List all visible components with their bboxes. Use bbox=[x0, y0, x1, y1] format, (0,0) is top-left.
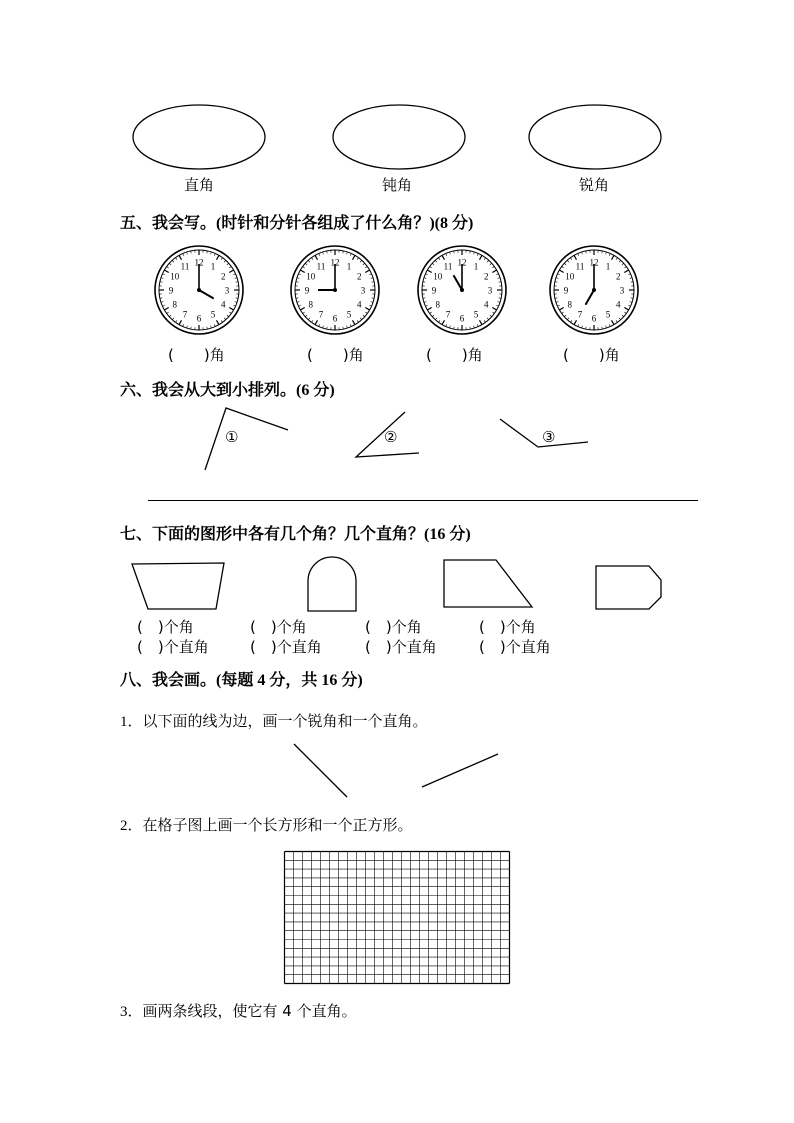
task-1-text: 以下面的线为边，画一个锐角和一个直角。 bbox=[142, 712, 428, 730]
clock-number: 8 bbox=[308, 299, 314, 310]
clock-number: 4 bbox=[220, 299, 226, 310]
clock-number: 9 bbox=[563, 285, 569, 296]
ellipse-label-acute-angle: 锐角 bbox=[579, 176, 610, 194]
shape2-right-angles: ( )个直角 bbox=[250, 638, 322, 656]
clock-number: 11 bbox=[180, 261, 190, 272]
clock-number: 5 bbox=[605, 309, 611, 320]
clock-number: 11 bbox=[443, 261, 453, 272]
clock-number: 5 bbox=[210, 309, 216, 320]
clock-number: 6 bbox=[332, 313, 338, 324]
clock-number: 9 bbox=[431, 285, 437, 296]
shape4-angles: ( )个角 bbox=[479, 618, 536, 636]
task-3 bbox=[120, 1002, 357, 1021]
angle-marker-3: ③ bbox=[542, 428, 556, 446]
clock-number: 9 bbox=[168, 285, 174, 296]
clock-number: 9 bbox=[304, 285, 310, 296]
clock-number: 7 bbox=[182, 309, 188, 320]
clock-number: 11 bbox=[316, 261, 326, 272]
clock-number: 10 bbox=[565, 271, 575, 282]
task-2 bbox=[120, 816, 413, 835]
shape3-angles: ( )个角 bbox=[365, 618, 422, 636]
clock-number: 3 bbox=[224, 285, 230, 296]
clock-number: 1 bbox=[210, 261, 216, 272]
shape3-right-angles: ( )个直角 bbox=[365, 638, 437, 656]
clock-number: 6 bbox=[591, 313, 597, 324]
clock-number: 5 bbox=[473, 309, 479, 320]
clock-number: 7 bbox=[577, 309, 583, 320]
clock-number: 2 bbox=[483, 271, 489, 282]
clock-number: 1 bbox=[605, 261, 611, 272]
clock-number: 7 bbox=[445, 309, 451, 320]
section5-points: (时针和分针各组成了什么角？)(8 分) bbox=[216, 215, 474, 232]
clock-number: 4 bbox=[615, 299, 621, 310]
shape2-angles: ( )个角 bbox=[250, 618, 307, 636]
clock-number: 12 bbox=[194, 257, 204, 268]
clock-number: 5 bbox=[346, 309, 352, 320]
angle-marker-2: ② bbox=[384, 428, 398, 446]
clock-number: 2 bbox=[220, 271, 226, 282]
section6-title: 六、我会从大到小排列。 bbox=[120, 380, 297, 399]
clock-number: 12 bbox=[330, 257, 340, 268]
angle-marker-1: ① bbox=[225, 428, 239, 446]
shape1-right-angles: ( )个直角 bbox=[137, 638, 209, 656]
clock-number: 8 bbox=[172, 299, 178, 310]
clock-number: 1 bbox=[473, 261, 479, 272]
clock-answer-2: ( )角 bbox=[307, 346, 364, 364]
clock-number: 7 bbox=[318, 309, 324, 320]
clock-answer-4: ( )角 bbox=[563, 346, 620, 364]
clock-number: 8 bbox=[435, 299, 441, 310]
clock-number: 4 bbox=[483, 299, 489, 310]
section7-points: (16 分) bbox=[424, 526, 471, 543]
section8-title: 八、我会画。 bbox=[120, 670, 217, 689]
ellipse-label-obtuse-angle: 钝角 bbox=[382, 176, 413, 194]
clock-number: 3 bbox=[619, 285, 625, 296]
section5-title: 五、我会写。 bbox=[120, 213, 217, 232]
clock-number: 8 bbox=[567, 299, 573, 310]
clock-number: 2 bbox=[356, 271, 362, 282]
clock-number: 6 bbox=[196, 313, 202, 324]
clock-answer-1: ( )角 bbox=[168, 346, 225, 364]
shape4-right-angles: ( )个直角 bbox=[479, 638, 551, 656]
task-3-text: 画两条线段，使它有 4 个直角。 bbox=[142, 1002, 357, 1020]
clock-number: 6 bbox=[459, 313, 465, 324]
clock-number: 4 bbox=[356, 299, 362, 310]
clock-number: 2 bbox=[615, 271, 621, 282]
clock-number: 10 bbox=[306, 271, 316, 282]
section6-points: (6 分) bbox=[296, 382, 335, 399]
clock-number: 10 bbox=[170, 271, 180, 282]
task-2-number: 2． bbox=[120, 818, 143, 834]
task-3-number: 3． bbox=[120, 1004, 143, 1020]
clock-number: 12 bbox=[457, 257, 467, 268]
section8-points: (每题 4 分，共 16 分) bbox=[216, 672, 363, 689]
clock-number: 3 bbox=[487, 285, 493, 296]
shape1-angles: ( )个角 bbox=[137, 618, 194, 636]
clock-number: 1 bbox=[346, 261, 352, 272]
ellipse-label-right-angle: 直角 bbox=[184, 176, 215, 194]
clock-number: 10 bbox=[433, 271, 443, 282]
clock-number: 3 bbox=[360, 285, 366, 296]
clock-number: 12 bbox=[589, 257, 599, 268]
drawing-grid[interactable] bbox=[284, 851, 510, 985]
task-1-number: 1． bbox=[120, 714, 143, 730]
clock-answer-3: ( )角 bbox=[426, 346, 483, 364]
section7-title: 七、下面的图形中各有几个角？几个直角？ bbox=[120, 524, 425, 543]
task-2-text: 在格子图上画一个长方形和一个正方形。 bbox=[142, 816, 413, 834]
clock-number: 11 bbox=[575, 261, 585, 272]
